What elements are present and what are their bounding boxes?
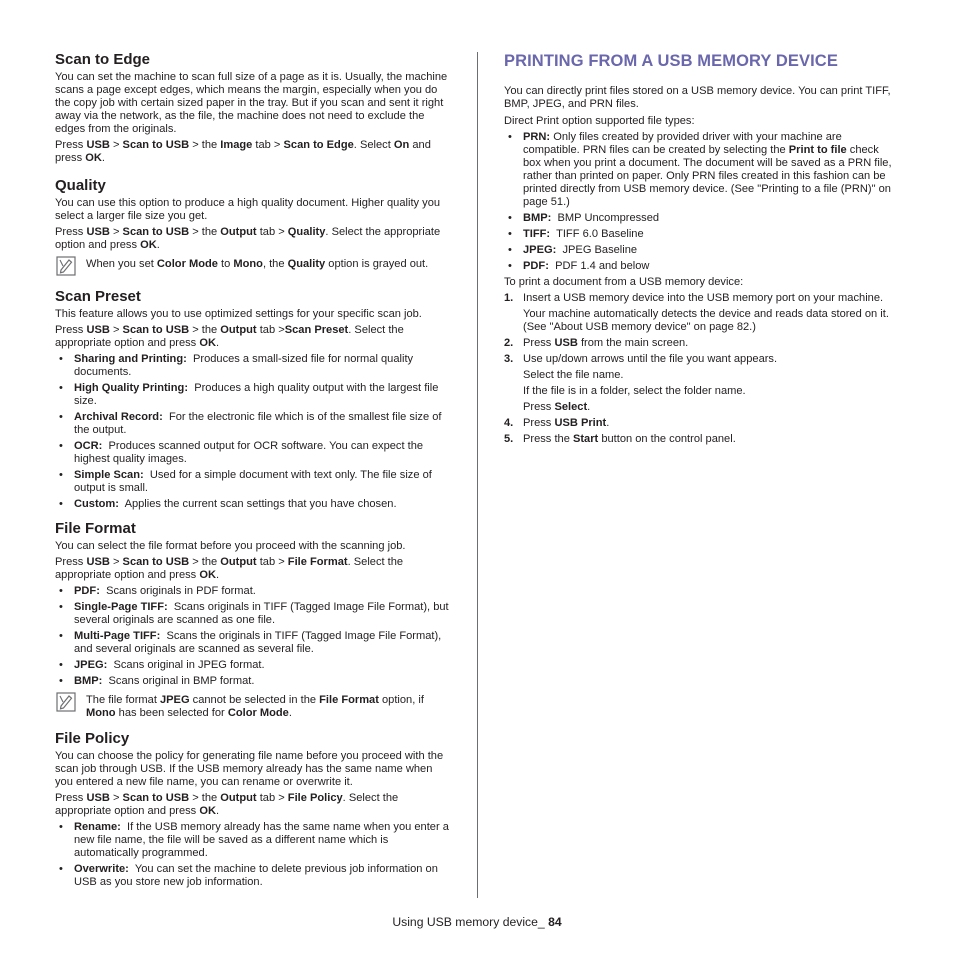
page-title: PRINTING FROM A USB MEMORY DEVICE [504, 52, 838, 70]
list-item: • Sharing and Printing: Produces a small-sized file for normal quality documents. [55, 353, 452, 379]
list-item: • OCR: Produces scanned output for OCR software. You can expect the highest quality images. [55, 440, 452, 466]
list-item: • BMP: Scans original in BMP format. [55, 675, 452, 688]
list-item: • Multi-Page TIFF: Scans the originals in TIFF (Tagged Image File Format), and several originals are scanned as several file. [55, 630, 452, 656]
right-column [504, 51, 898, 449]
heading-file-policy: File Policy [55, 730, 130, 747]
heading-file-format: File Format [55, 520, 136, 537]
scan-to-edge-para: You can set the machine to scan full size of a page as it is. Usually, the machine scans a page except edges, which means the margin, especially when you do the copy job with certain sized paper in the tray. But if you scan and sent it right away via the network, as the file, the machine does not need to exclude the edges from the originals. [55, 71, 448, 135]
column-divider [477, 52, 478, 898]
scan-preset-list [55, 353, 452, 511]
quality-press: Press USB > Scan to USB > the Output tab > Quality. Select the appropriate option and press OK. [55, 226, 441, 251]
list-item: • BMP: BMP Uncompressed [504, 212, 898, 225]
heading-quality: Quality [55, 177, 106, 194]
step-item: 1. Insert a USB memory device into the USB memory port on your machine. Your machine automatically detects the device and reads data stored on it. (See "About USB memory device" on page 82.) [504, 292, 889, 333]
list-item: • Single-Page TIFF: Scans originals in TIFF (Tagged Image File Format), but several originals are scanned as one file. [55, 601, 452, 627]
scan-preset-para: This feature allows you to use optimized settings for your specific scan job. [55, 308, 422, 320]
list-item: • Rename: If the USB memory already has the same name when you enter a new file name, the file will be saved as a different name which is automatically programmed. [55, 821, 452, 860]
supported-label: Direct Print option supported file types: [504, 115, 695, 127]
intro-para: You can directly print files stored on a USB memory device. You can print TIFF, BMP, JPEG, and PRN files. [504, 85, 891, 110]
file-policy-list [55, 821, 452, 889]
scan-to-edge-press: Press USB > Scan to USB > the Image tab > Scan to Edge. Select On and press OK. [55, 139, 431, 164]
list-item: • TIFF: TIFF 6.0 Baseline [504, 228, 898, 241]
list-item: • JPEG: Scans original in JPEG format. [55, 659, 452, 672]
footer-label: Using USB memory device_ [392, 915, 545, 929]
file-format-note: The file format JPEG cannot be selected in the File Format option, if Mono has been selected for Color Mode. [55, 694, 452, 720]
steps-intro: To print a document from a USB memory device: [504, 276, 744, 288]
page-footer [0, 915, 954, 929]
file-format-press: Press USB > Scan to USB > the Output tab > File Format. Select the appropriate option and press OK. [55, 556, 404, 581]
page-number: 84 [544, 915, 562, 929]
quality-note: When you set Color Mode to Mono, the Quality option is grayed out. [55, 258, 452, 278]
list-item: • JPEG: JPEG Baseline [504, 244, 898, 257]
file-types-list [504, 131, 898, 273]
list-item: • Custom: Applies the current scan settings that you have chosen. [55, 498, 452, 511]
scan-preset-press: Press USB > Scan to USB > the Output tab >Scan Preset. Select the appropriate option and press OK. [55, 324, 404, 349]
note-pencil-icon [56, 256, 76, 276]
list-item: • High Quality Printing: Produces a high quality output with the largest file size. [55, 382, 452, 408]
step-item: 3. Use up/down arrows until the file you want appears. Select the file name. If the file is in a folder, select the folder name. Press Select. [504, 353, 778, 413]
list-item: • Simple Scan: Used for a simple document with text only. The file size of output is small. [55, 469, 452, 495]
quality-para: You can use this option to produce a high quality document. Higher quality you select a larger file size you get. [55, 197, 441, 222]
list-item: • PDF: PDF 1.4 and below [504, 260, 898, 273]
steps-list [504, 292, 898, 446]
file-format-list [55, 585, 452, 688]
list-item: • Overwrite: You can set the machine to delete previous job information on USB as you store new job information. [55, 863, 452, 889]
note-pencil-icon [56, 692, 76, 712]
left-column [55, 51, 452, 892]
file-format-para: You can select the file format before you proceed with the scanning job. [55, 540, 406, 552]
file-policy-para: You can choose the policy for generating file name before you proceed with the scan job through USB. If the USB memory already has the same name when you entered a new file name, you can rename or overwrite it. [55, 750, 444, 788]
step-item: 5. Press the Start button on the control panel. [504, 433, 736, 445]
step-item: 2. Press USB from the main screen. [504, 337, 689, 349]
file-policy-press: Press USB > Scan to USB > the Output tab > File Policy. Select the appropriate option and press OK. [55, 792, 399, 817]
heading-scan-to-edge: Scan to Edge [55, 51, 151, 68]
list-item: • Archival Record: For the electronic file which is of the smallest file size of the output. [55, 411, 452, 437]
list-item: • PDF: Scans originals in PDF format. [55, 585, 452, 598]
heading-scan-preset: Scan Preset [55, 288, 141, 305]
step-item: 4. Press USB Print. [504, 417, 610, 429]
list-item: • PRN: Only files created by provided driver with your machine are compatible. PRN files can be created by selecting the Print to file check box when you print a document. The document will be saved as a PRN file, rather than printed on paper. Only PRN files created in this fashion can be printed directly from USB memory device. (See "Printing to a file (PRN)" on page 51.) [504, 131, 898, 209]
